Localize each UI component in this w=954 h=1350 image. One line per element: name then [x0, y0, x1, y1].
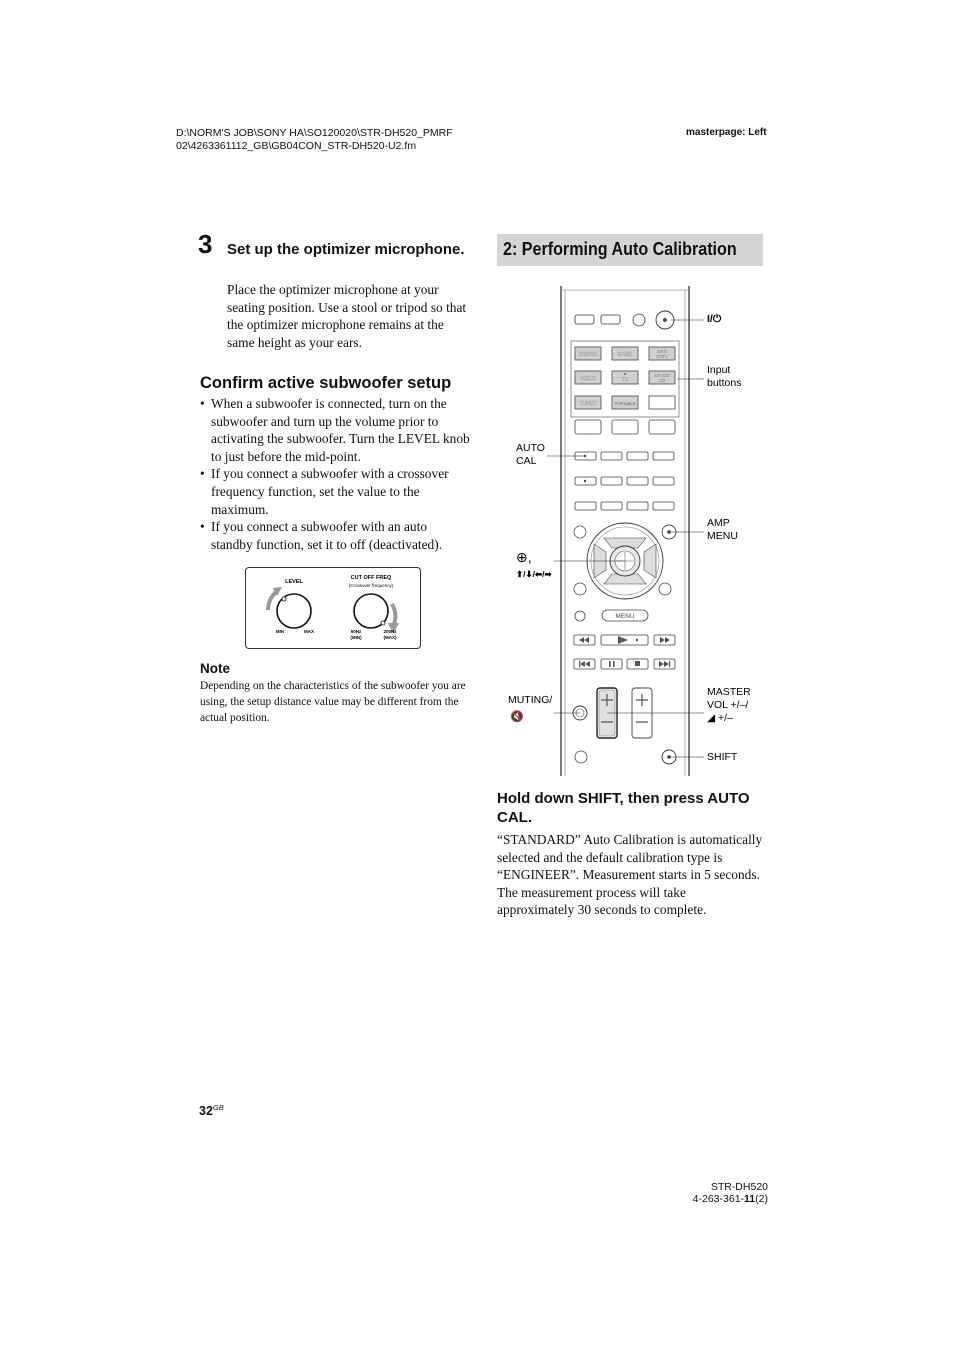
- stop-icon: [635, 661, 640, 666]
- auto-cal-label-1: AUTO: [516, 442, 545, 454]
- power-label: I/⏻: [707, 313, 722, 325]
- hold-shift-paragraph-1: “STANDARD” Auto Calibration is automatically selected and the default calibration type is “ENGINEER”. Measurement starts in 5 seconds.: [497, 832, 763, 883]
- confirm-heading: Confirm active subwoofer setup: [200, 374, 452, 392]
- amp-menu-label-2: MENU: [707, 530, 738, 542]
- blank-button: [575, 420, 601, 434]
- tv-dot: [624, 373, 626, 375]
- sat-catv-label-1: SAT/: [657, 349, 667, 354]
- step-title: Set up the optimizer microphone.: [227, 241, 465, 258]
- master-vol-label-2: VOL +/–/: [707, 699, 749, 711]
- page-number: [199, 1103, 224, 1118]
- subwoofer-knob-illustration: [245, 567, 421, 649]
- file-path-header: [176, 127, 453, 152]
- pause-button: [601, 659, 622, 669]
- bd-dvd-label: BD/DVD: [578, 352, 598, 358]
- muting-label-2: 🔇: [510, 711, 524, 723]
- master-vol-label-1: MASTER: [707, 686, 751, 698]
- blank-button: [649, 420, 675, 434]
- hold-shift-heading: Hold down SHIFT, then press AUTO CAL.: [497, 790, 750, 826]
- footer-code-prefix: 4-263-361-: [692, 1193, 745, 1205]
- hz200-label: 200Hz: [383, 629, 397, 634]
- input-label-2: buttons: [707, 377, 742, 389]
- small-button-dot: [584, 480, 586, 482]
- max-label: MAX: [304, 629, 314, 634]
- round-button: [574, 526, 586, 538]
- bullet-item: • When a subwoofer is connected, turn on the subwoofer and turn up the volume prior to activating the subwoofer. Turn the LEVEL knob to just before the mid-point.: [200, 395, 472, 465]
- small-button: [601, 452, 622, 460]
- input-label-1: Input: [707, 364, 731, 376]
- blank-button: [612, 420, 638, 434]
- enter-symbol-label: ⊕,: [516, 549, 532, 565]
- remote-control-illustration: [500, 286, 762, 778]
- hz200-sublabel: (MAX): [383, 635, 397, 640]
- pause-icon: [613, 661, 615, 667]
- small-button: [653, 452, 674, 460]
- auto-cal-label-2: CAL: [516, 455, 537, 467]
- bullet-item: • If you connect a subwoofer with an auto standby function, set it to off (deactivated).: [200, 518, 472, 553]
- footer-code-bold: 11: [744, 1193, 756, 1205]
- small-button: [627, 452, 648, 460]
- footer-model-code: [660, 1181, 768, 1205]
- round-button: [574, 583, 586, 595]
- blank-input-button: [649, 396, 675, 409]
- master-vol-label-3: ◢ +/–: [707, 712, 733, 724]
- turn-arrow-arc: [268, 592, 276, 610]
- small-button: [575, 502, 596, 510]
- return-button: [575, 611, 585, 621]
- file-path-line-2: 02\4263361112_GB\GB04CON_STR-DH520-U2.fm: [176, 139, 417, 152]
- sacd-label-1: SA-CD/: [654, 373, 670, 378]
- bullet-item: • If you connect a subwoofer with a crossover frequency function, set the value to the maximum.: [200, 465, 472, 518]
- cutoff-sublabel: (Crossover frequency): [348, 583, 394, 588]
- file-path-line-1: D:\NORM'S JOB\SONY HA\SO120020\STR-DH520_PMRF: [176, 127, 453, 139]
- cutoff-turn-arc: [392, 604, 395, 624]
- masterpage-label: masterpage: Left: [686, 127, 767, 138]
- top-button-1: [575, 315, 594, 324]
- small-button: [601, 502, 622, 510]
- muting-label-1: MUTING/: [508, 694, 553, 706]
- next-icon: [669, 661, 670, 667]
- tv-label: TV: [621, 377, 629, 383]
- amp-menu-label-1: AMP: [707, 517, 730, 529]
- small-button: [601, 477, 622, 485]
- menu-label: MENU: [615, 613, 635, 620]
- footer-code-suffix: (2): [755, 1193, 768, 1205]
- level-label: LEVEL: [285, 579, 303, 585]
- note-text: Depending on the characteristics of the subwoofer you are using, the setup distance value may be different from the actual position.: [200, 680, 466, 724]
- small-button: [653, 477, 674, 485]
- step-number: 3: [198, 229, 213, 259]
- footer-code: [660, 1193, 768, 1205]
- small-button: [653, 502, 674, 510]
- top-round-button: [633, 314, 645, 326]
- level-knob-marker: [282, 597, 286, 601]
- pause-icon: [609, 661, 611, 667]
- shift-label: SHIFT: [707, 751, 738, 763]
- power-button-dot: [663, 318, 667, 322]
- video-label: VIDEO: [580, 376, 596, 382]
- small-button: [627, 502, 648, 510]
- min-label: MIN: [275, 629, 285, 634]
- footer-model: STR-DH520: [710, 1181, 768, 1193]
- page-number-suffix: GB: [212, 1103, 224, 1112]
- hold-shift-paragraph-2: The measurement process will take approximately 30 seconds to complete.: [497, 884, 707, 918]
- hold-shift-text: [497, 831, 765, 919]
- round-button: [659, 583, 671, 595]
- cutoff-label: CUT OFF FREQ: [350, 575, 392, 581]
- cutoff-knob-marker: [381, 621, 385, 625]
- section-title: 2: Performing Auto Calibration: [503, 238, 737, 259]
- play-dot: [636, 639, 638, 641]
- game-label: GAME: [617, 352, 633, 358]
- tuner-label: TUNER: [579, 401, 597, 407]
- round-button: [575, 751, 587, 763]
- hz50-sublabel: (MIN): [350, 635, 362, 640]
- top-button-2: [601, 315, 620, 324]
- confirm-bullet-list: [200, 395, 472, 553]
- sat-catv-label-2: CATV: [656, 354, 668, 359]
- portable-label: PORTABLE: [614, 401, 636, 406]
- page-number-value: 32: [199, 1104, 213, 1118]
- sacd-label-2: CD: [658, 378, 666, 383]
- small-button: [627, 477, 648, 485]
- hz50-label: 50Hz: [350, 629, 362, 634]
- arrow-keys-label: ⬆/⬇/⬅/➡: [516, 569, 552, 579]
- step-text: Place the optimizer microphone at your seating position. Use a stool or tripod so that the optimizer microphone remains at the same height as your ears.: [227, 282, 467, 350]
- note-heading: Note: [200, 661, 230, 676]
